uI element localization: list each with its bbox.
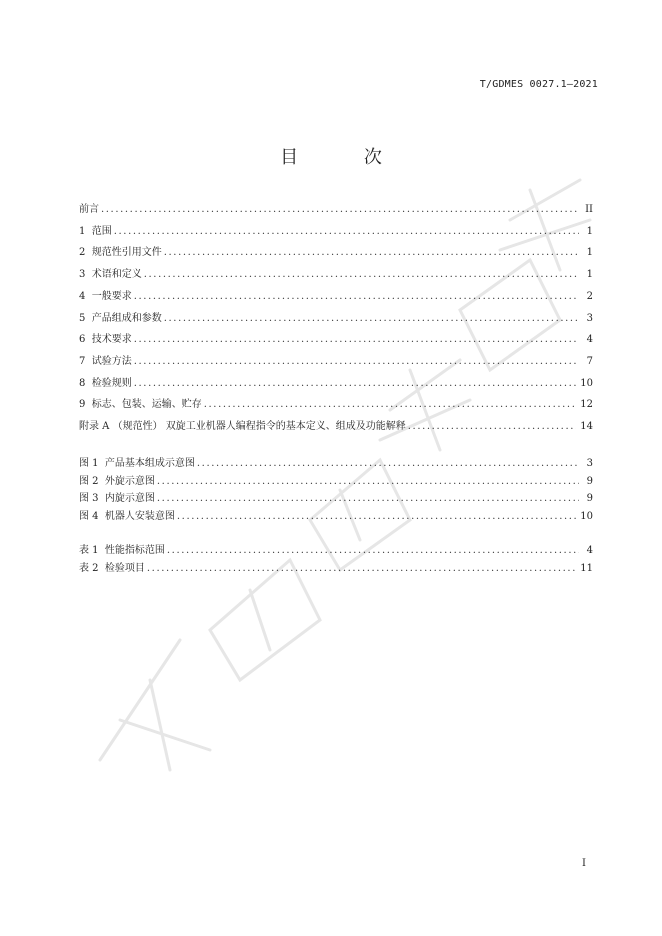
toc-label: 1 范围 [79,225,112,237]
toc-label: 8 检验规则 [79,377,132,389]
toc-label: 4 一般要求 [79,290,132,302]
page-title: 目 次 [280,147,412,168]
toc-page-number: 2 [586,290,593,302]
standard-code: T/GDMES 0027.1—2021 [479,79,598,90]
footer-page-number: I [582,858,586,869]
dot-leader [134,378,577,389]
toc-entry[interactable] [79,352,593,368]
table-entry[interactable] [79,541,593,557]
dot-leader [114,226,579,237]
toc-label: 3 术语和定义 [79,269,142,281]
dot-leader [134,291,579,302]
figure-entry[interactable] [79,507,593,523]
figure-page-number: 9 [586,493,593,505]
toc-page-number: 10 [580,377,593,389]
toc-page-number: 1 [586,269,593,281]
figure-page-number: 9 [586,475,593,487]
figure-entry[interactable] [79,472,593,488]
figure-label: 图 3 内旋示意图 [79,493,155,505]
toc-entry[interactable] [79,374,593,390]
table-page-number: 4 [586,545,593,556]
toc-entry[interactable] [79,417,593,433]
figure-label: 图 1 产品基本组成示意图 [79,458,195,469]
toc-page-number: 12 [580,399,593,411]
figure-label: 图 2 外旋示意图 [79,475,155,487]
dot-leader [157,493,579,504]
dot-leader [101,204,579,215]
table-entry[interactable] [79,559,593,575]
toc-page-number: 1 [586,247,593,259]
toc-entry[interactable] [79,330,593,346]
toc-entry[interactable] [79,265,593,281]
toc-label: 7 试验方法 [79,355,132,367]
figure-entry[interactable] [79,489,593,505]
toc-entry[interactable] [79,222,593,238]
toc-label: 5 产品组成和参数 [79,312,162,324]
toc-label: 前言 [79,204,99,215]
dot-leader [197,458,579,469]
toc-page-number: 14 [580,421,593,432]
toc-entry[interactable] [79,395,593,411]
dot-leader [134,356,579,367]
toc-page-number: 7 [586,355,593,367]
toc-page-number: 3 [586,312,593,324]
toc-label: 2 规范性引用文件 [79,247,162,259]
dot-leader [204,399,577,410]
dot-leader [167,545,579,556]
toc-page-number: II [585,204,593,215]
toc-label: 附录 A （规范性） 双旋工业机器人编程指令的基本定义、组成及功能解释 [79,421,406,432]
dot-leader [408,421,577,432]
table-label: 表 2 检验项目 [79,562,145,574]
dot-leader [147,563,576,574]
toc-label: 6 技术要求 [79,334,132,346]
figure-page-number: 3 [586,458,593,469]
dot-leader [134,334,579,345]
figure-page-number: 10 [580,511,593,523]
dot-leader [157,476,579,487]
toc-entry[interactable] [79,200,593,216]
toc-page-number: 1 [586,225,593,237]
toc-page-number: 4 [586,334,593,346]
toc-entry[interactable] [79,309,593,325]
toc-entry[interactable] [79,287,593,303]
toc-entry[interactable] [79,243,593,259]
dot-leader [164,313,579,324]
figure-label: 图 4 机器人安装意图 [79,511,175,523]
dot-leader [144,269,579,280]
dot-leader [177,511,576,522]
dot-leader [164,247,579,258]
table-page-number: 11 [580,562,593,574]
figure-entry[interactable] [79,454,593,470]
toc-label: 9 标志、包装、运输、贮存 [79,399,202,411]
table-label: 表 1 性能指标范围 [79,545,165,556]
